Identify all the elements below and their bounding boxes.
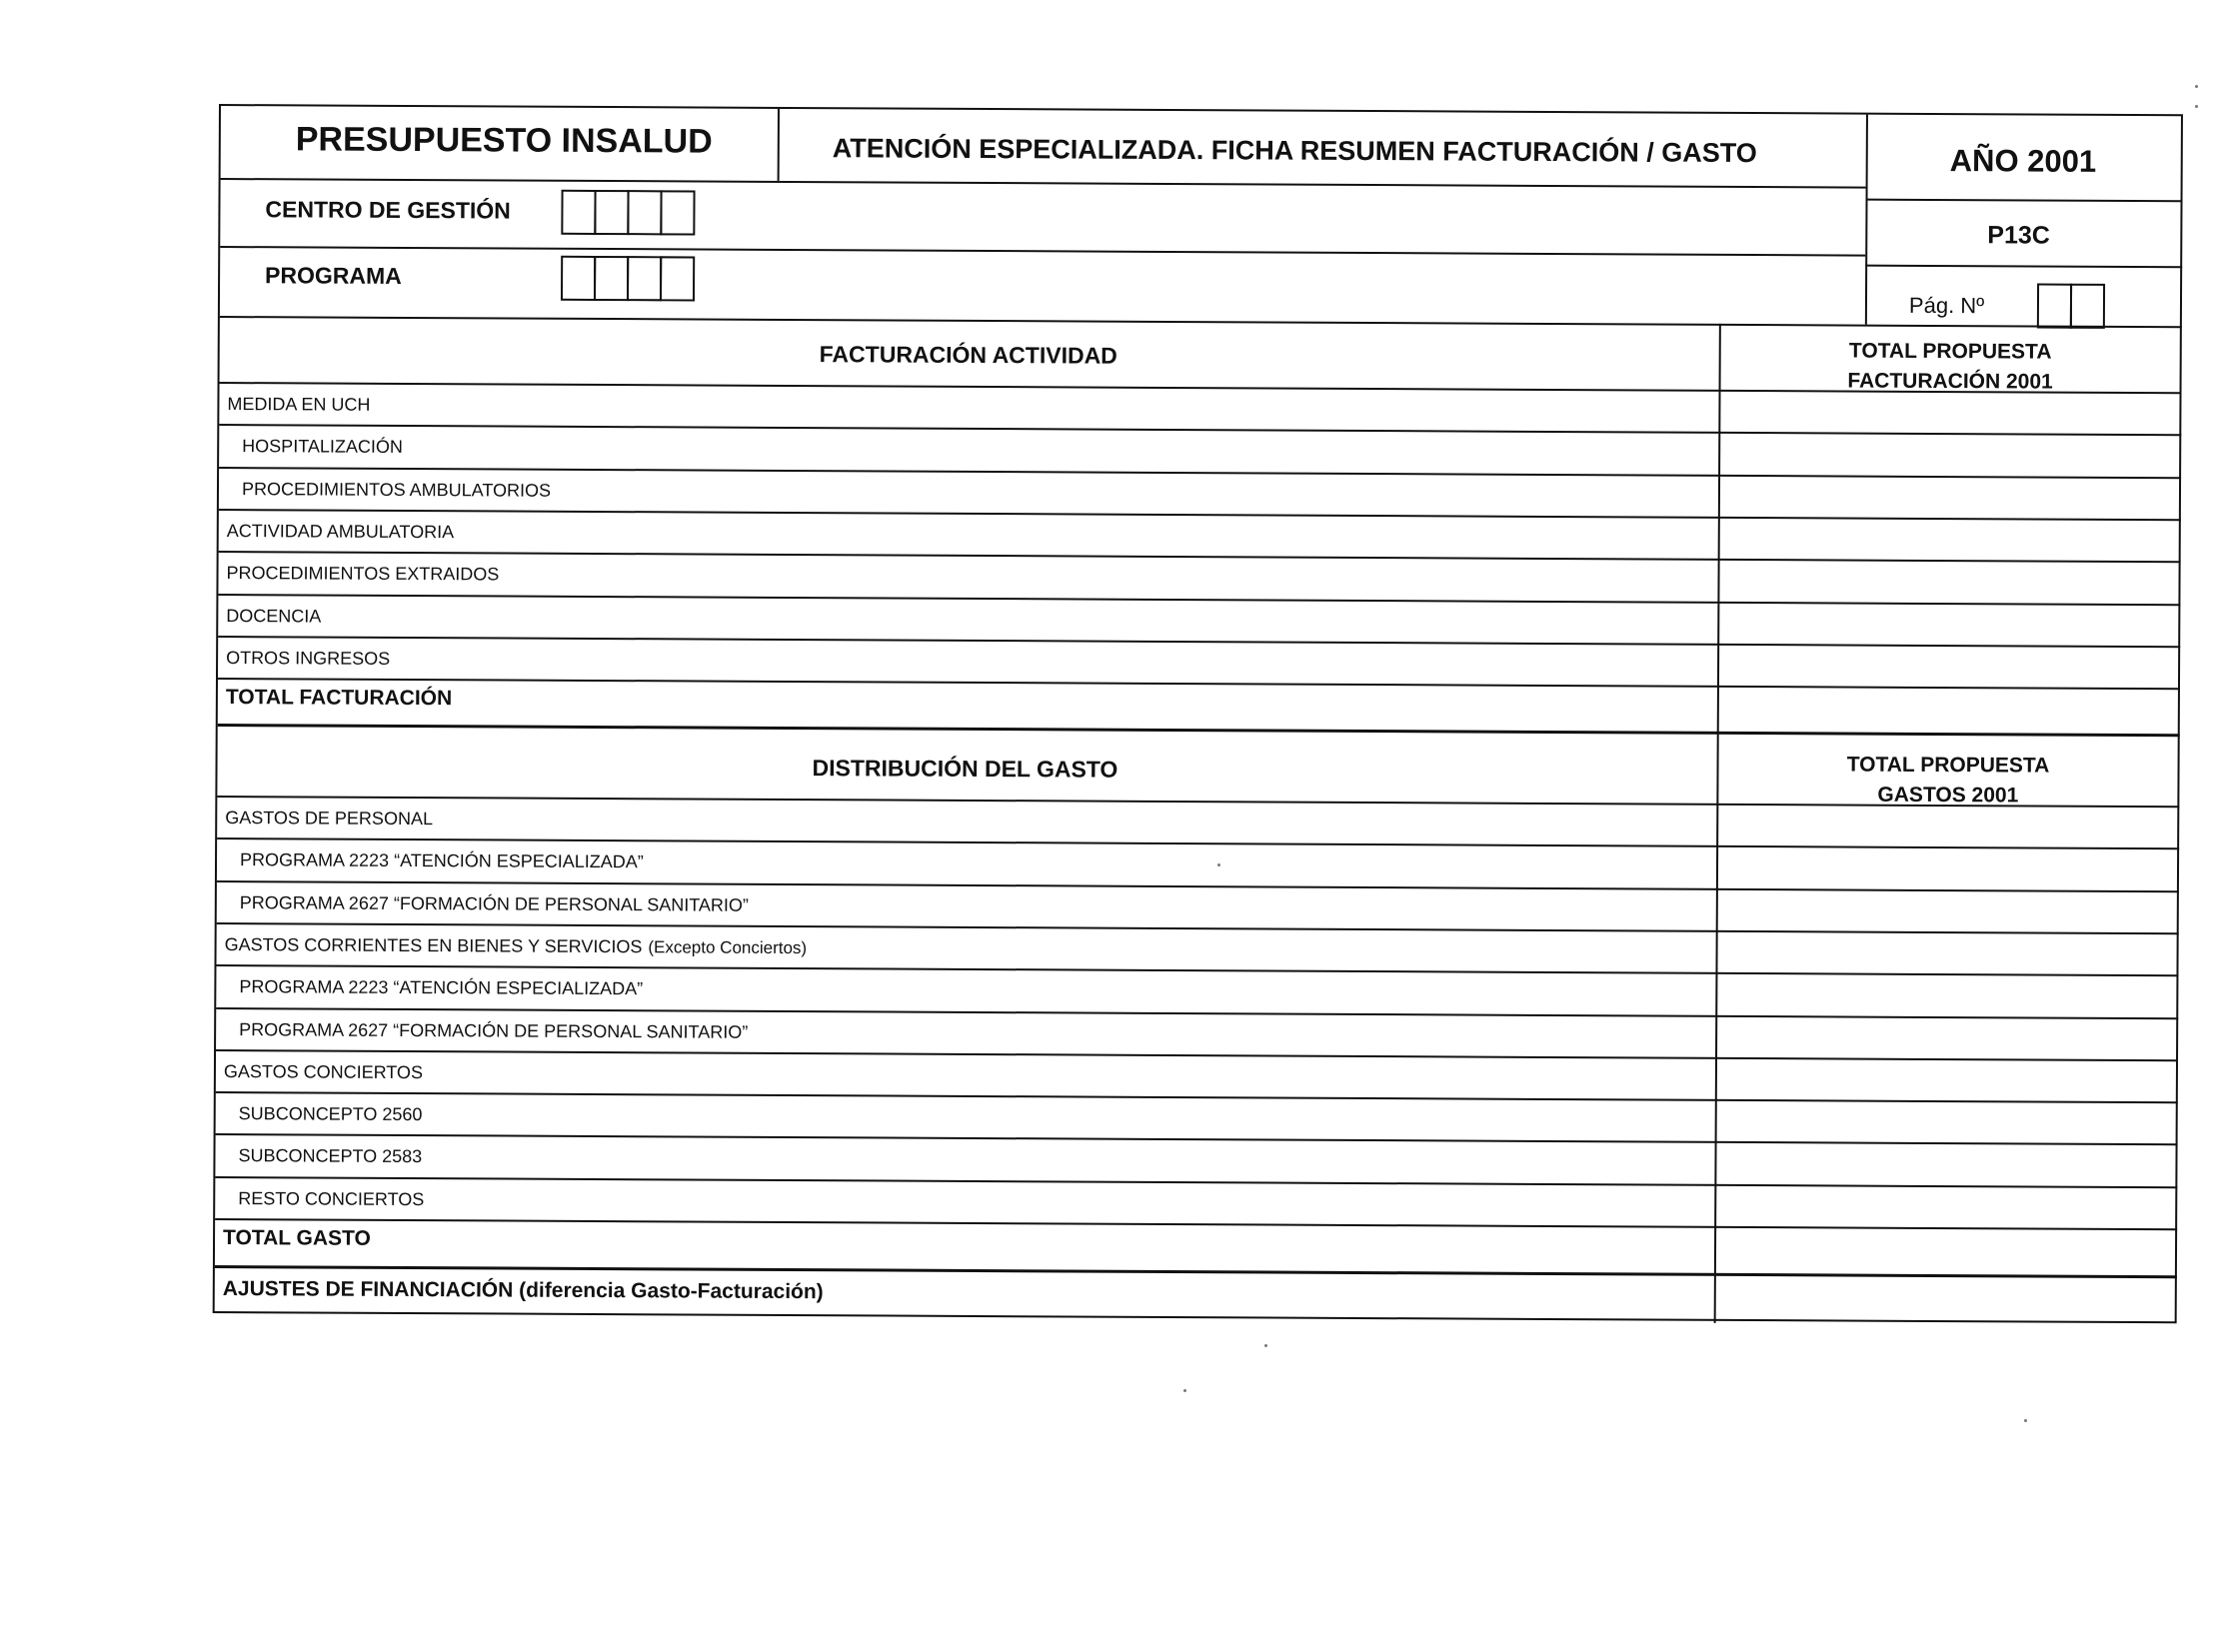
facturacion-row-label xyxy=(226,563,499,585)
gasto-row-text: GASTOS DE PERSONAL xyxy=(225,808,434,829)
programa-box-2[interactable] xyxy=(594,256,629,301)
gasto-total-head-1: TOTAL PROPUESTA xyxy=(1846,753,2050,778)
ajustes-total-cell[interactable] xyxy=(1716,1276,2175,1320)
gasto-row-text: SUBCONCEPTO 2583 xyxy=(238,1145,423,1167)
gasto-row-text: PROGRAMA 2223 “ATENCIÓN ESPECIALIZADA” xyxy=(239,849,644,872)
gasto-row-text: TOTAL GASTO xyxy=(222,1226,371,1250)
gasto-total-cell[interactable] xyxy=(1717,932,2176,973)
programa-label: PROGRAMA xyxy=(265,262,402,289)
scan-speck xyxy=(2195,105,2198,108)
centro-gestion-boxes[interactable] xyxy=(561,190,695,236)
scan-speck xyxy=(1217,863,1220,866)
facturacion-row-text: DOCENCIA xyxy=(226,605,322,627)
facturacion-row-label xyxy=(226,686,452,711)
facturacion-total-cell[interactable] xyxy=(1720,434,2179,475)
programa-box-1[interactable] xyxy=(561,256,596,301)
facturacion-row-label xyxy=(227,479,551,502)
programa-box-3[interactable] xyxy=(627,256,662,301)
gasto-row-text: PROGRAMA 2627 “FORMACIÓN DE PERSONAL SANITARIO” xyxy=(239,1018,749,1042)
gasto-row-label xyxy=(225,849,644,872)
facturacion-row-text: TOTAL FACTURACIÓN xyxy=(225,686,453,711)
header-divider-2 xyxy=(1865,115,1868,325)
facturacion-row-text: MEDIDA EN UCH xyxy=(227,394,371,415)
facturacion-row-label xyxy=(227,436,403,458)
gasto-total-cell[interactable] xyxy=(1717,1059,2176,1100)
facturacion-row-label xyxy=(227,521,454,543)
header-line-2 xyxy=(220,246,1865,257)
page-number-label: Pág. Nº xyxy=(1908,292,1985,319)
budget-form xyxy=(213,104,2183,1323)
programa-boxes[interactable] xyxy=(561,256,695,302)
header-line-3 xyxy=(220,316,2182,328)
gasto-row-label xyxy=(224,1019,748,1043)
page-number-boxes[interactable] xyxy=(2037,284,2105,329)
facturacion-row-label xyxy=(226,648,390,670)
gasto-row-text: GASTOS CORRIENTES EN BIENES Y SERVICIOS xyxy=(224,933,643,957)
facturacion-row-label xyxy=(226,606,321,627)
facturacion-total-cell[interactable] xyxy=(1719,561,2178,602)
facturacion-row-text: PROCEDIMIENTOS AMBULATORIOS xyxy=(241,478,552,501)
header-line-1b xyxy=(1866,199,2183,203)
gasto-row-text: GASTOS CONCIERTOS xyxy=(223,1060,424,1082)
centro-gestion-label: CENTRO DE GESTIÓN xyxy=(265,196,511,224)
page-box-2[interactable] xyxy=(2070,284,2105,329)
facturacion-total-cell[interactable] xyxy=(1720,519,2179,560)
centro-box-1[interactable] xyxy=(561,190,596,235)
gasto-row-label xyxy=(225,808,433,829)
scan-speck xyxy=(1183,1389,1186,1392)
gasto-row-label xyxy=(223,1188,424,1210)
gasto-row-label xyxy=(225,934,808,958)
facturacion-total-cell[interactable] xyxy=(1719,646,2178,687)
header-divider-1 xyxy=(778,109,780,181)
gasto-total-cell[interactable] xyxy=(1717,1016,2176,1057)
gasto-row-label xyxy=(223,1226,371,1251)
facturacion-row-text: ACTIVIDAD AMBULATORIA xyxy=(226,520,455,543)
scan-speck xyxy=(2024,1419,2027,1422)
scan-speck xyxy=(1264,1344,1267,1347)
facturacion-total-cell[interactable] xyxy=(1719,603,2178,644)
facturacion-total-cell[interactable] xyxy=(1719,688,2178,729)
facturacion-total-head-1: TOTAL PROPUESTA xyxy=(1848,339,2052,364)
facturacion-title: FACTURACIÓN ACTIVIDAD xyxy=(819,341,1117,369)
gasto-row-label xyxy=(224,976,643,999)
gasto-row-label xyxy=(224,1103,423,1125)
gasto-row-text: PROGRAMA 2223 “ATENCIÓN ESPECIALIZADA” xyxy=(239,976,644,999)
form-subtitle: ATENCIÓN ESPECIALIZADA. FICHA RESUMEN FACTURACIÓN / GASTO xyxy=(832,133,1757,169)
ajustes-text: AJUSTES DE FINANCIACIÓN (diferencia Gasto-Facturación) xyxy=(222,1277,824,1304)
header-line-1 xyxy=(221,178,1866,189)
gasto-total-cell[interactable] xyxy=(1717,974,2176,1015)
facturacion-row-text: PROCEDIMIENTOS EXTRAIDOS xyxy=(226,563,500,585)
gasto-title: DISTRIBUCIÓN DEL GASTO xyxy=(812,755,1118,783)
gasto-row-text: PROGRAMA 2627 “FORMACIÓN DE PERSONAL SANITARIO” xyxy=(239,891,749,915)
ajustes-financiacion-label xyxy=(223,1277,824,1304)
facturacion-row-text: HOSPITALIZACIÓN xyxy=(242,436,403,458)
gasto-total-cell[interactable] xyxy=(1718,847,2177,888)
header-line-2b xyxy=(1865,265,2182,269)
page-box-1[interactable] xyxy=(2037,284,2072,329)
centro-box-4[interactable] xyxy=(660,190,695,235)
gasto-total-cell[interactable] xyxy=(1718,806,2177,846)
gasto-row-text: RESTO CONCIERTOS xyxy=(238,1187,425,1209)
year-label: AÑO 2001 xyxy=(1949,143,2097,179)
facturacion-total-head-2: FACTURACIÓN 2001 xyxy=(1847,369,2053,394)
form-code: P13C xyxy=(1987,221,2050,250)
centro-box-2[interactable] xyxy=(594,190,629,235)
programa-box-4[interactable] xyxy=(660,256,695,301)
facturacion-row-label xyxy=(227,394,370,416)
gasto-row-text: SUBCONCEPTO 2560 xyxy=(238,1103,423,1125)
gasto-row-suffix: (Excepto Conciertos) xyxy=(648,937,808,957)
form-title: PRESUPUESTO INSALUD xyxy=(295,120,713,161)
gasto-total-cell[interactable] xyxy=(1716,1228,2175,1269)
gasto-total-cell[interactable] xyxy=(1718,889,2177,930)
gasto-total-cell[interactable] xyxy=(1717,1101,2176,1142)
scan-speck xyxy=(2195,85,2198,88)
gasto-total-cell[interactable] xyxy=(1716,1143,2175,1184)
gasto-total-cell[interactable] xyxy=(1716,1186,2175,1227)
facturacion-total-cell[interactable] xyxy=(1720,476,2179,517)
facturacion-total-cell[interactable] xyxy=(1720,392,2179,433)
gasto-row-label xyxy=(223,1145,422,1167)
gasto-row-label xyxy=(225,892,749,916)
facturacion-row-text: OTROS INGRESOS xyxy=(226,647,391,669)
gasto-total-head-2: GASTOS 2001 xyxy=(1877,783,2019,808)
gasto-row-label xyxy=(224,1061,423,1083)
centro-box-3[interactable] xyxy=(627,190,662,235)
